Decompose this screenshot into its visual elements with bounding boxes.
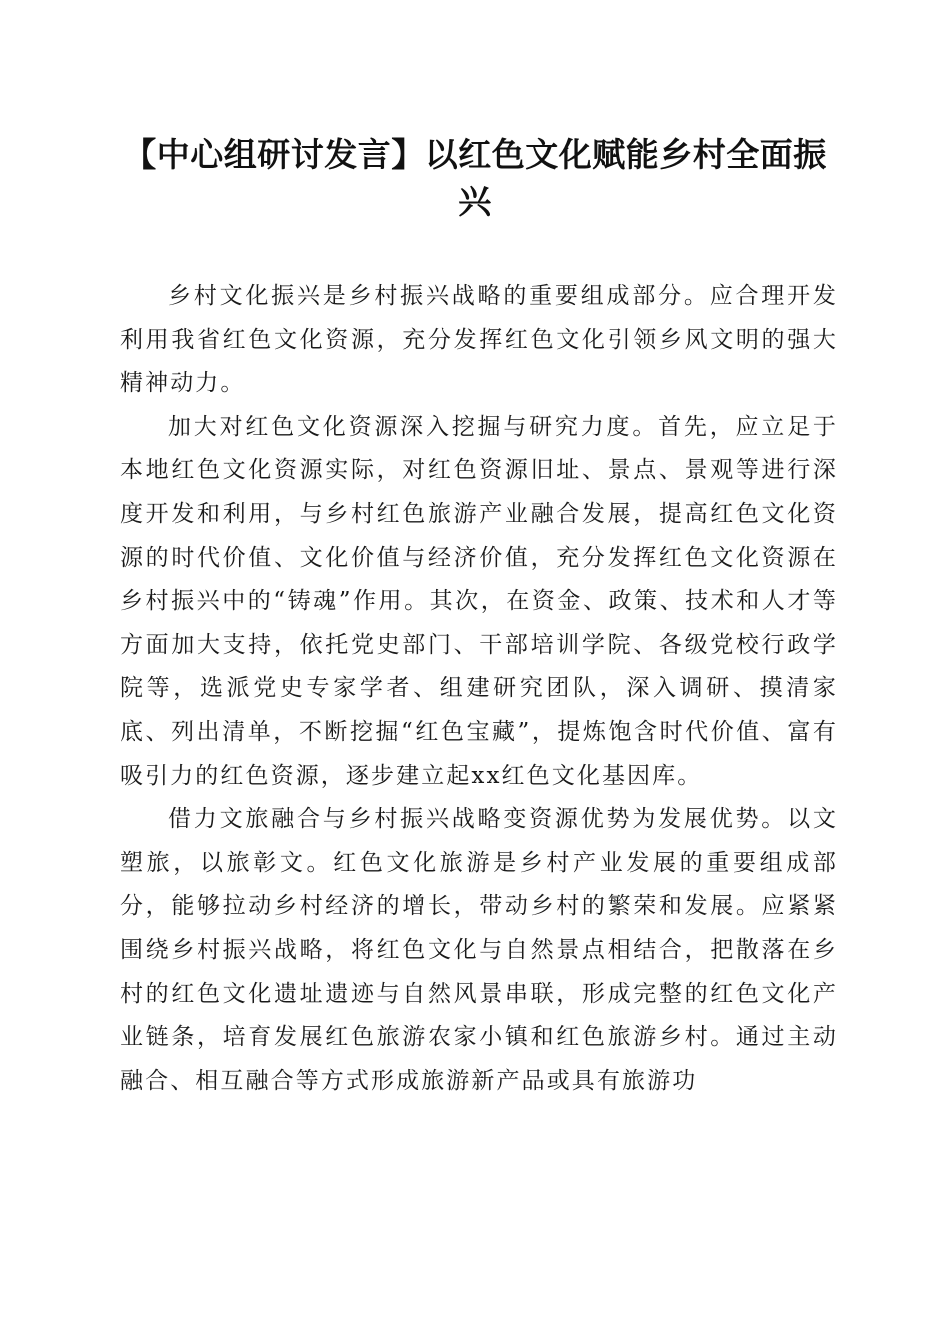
document-body bbox=[120, 275, 838, 1103]
paragraph-intro: 乡村文化振兴是乡村振兴战略的重要组成部分。应合理开发利用我省红色文化资源，充分发挥红色文化引领乡风文明的强大精神动力。 bbox=[120, 283, 838, 397]
paragraph-research: 加大对红色文化资源深入挖掘与研究力度。首先，应立足于本地红色文化资源实际，对红色资源旧址、景点、景观等进行深度开发和利用，与乡村红色旅游产业融合发展，提高红色文化资源的时代价值、文化价值与经济价值，充分发挥红色文化资源在乡村振兴中的“铸魂”作用。其次，在资金、政策、技术和人才等方面加大支持，依托党史部门、干部培训学院、各级党校行政学院等，选派党史专家学者、组建研究团队，深入调研、摸清家底、列出清单，不断挖掘“红色宝藏”，提炼饱含时代价值、富有吸引力的红色资源，逐步建立起xx红色文化基因库。 bbox=[120, 413, 838, 789]
document-title: 【中心组研讨发言】以红色文化赋能乡村全面振兴 bbox=[123, 135, 827, 221]
paragraph-tourism: 借力文旅融合与乡村振兴战略变资源优势为发展优势。以文塑旅，以旅彰文。红色文化旅游是乡村产业发展的重要组成部分，能够拉动乡村经济的增长，带动乡村的繁荣和发展。应紧紧围绕乡村振兴战略，将红色文化与自然景点相结合，把散落在乡村的红色文化遗址遗迹与自然风景串联，形成完整的红色文化产业链条，培育发展红色旅游农家小镇和红色旅游乡村。通过主动融合、相互融合等方式形成旅游新产品或具有旅游功 bbox=[120, 806, 838, 1094]
